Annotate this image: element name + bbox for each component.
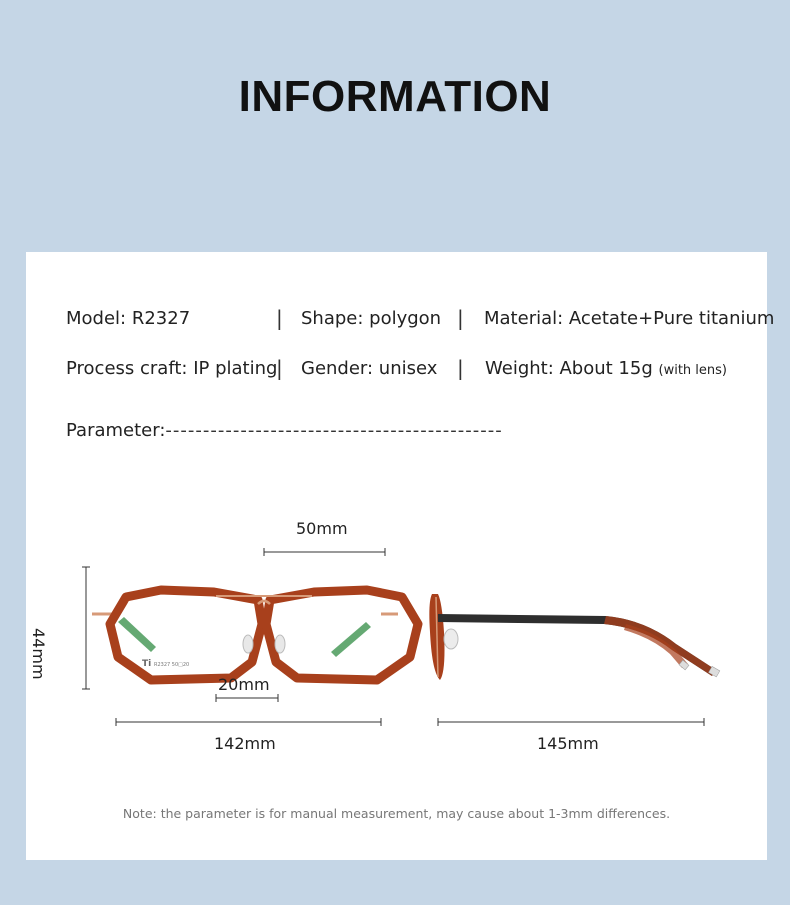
frame-ti-mark: Ti: [142, 659, 152, 669]
side-view-glasses: [429, 594, 719, 680]
spec-shape: Shape: polygon: [301, 308, 442, 329]
frame-width-label: 142mm: [214, 734, 276, 753]
spec-weight-note: (with lens): [658, 363, 727, 378]
spec-separator: |: [276, 306, 283, 330]
spec-model: Model: R2327: [66, 308, 191, 329]
bridge-label: 20mm: [218, 675, 270, 694]
spec-gender: Gender: unisex: [301, 358, 438, 379]
lens-width-label: 50mm: [296, 519, 348, 538]
spec-process: Process craft: IP plating: [66, 358, 278, 379]
temple-length-label: 145mm: [537, 734, 599, 753]
right-rim: [266, 590, 418, 680]
frame-model-print: R2327 50□20: [154, 662, 190, 668]
glasses-diagram: [26, 252, 767, 860]
front-view-glasses: [92, 590, 418, 680]
spec-separator: |: [457, 356, 464, 380]
measurement-note: Note: the parameter is for manual measurement, may cause about 1-3mm differences.: [122, 806, 671, 821]
lens-height-label: 44mm: [29, 628, 48, 680]
spec-weight-value: Weight: About 15g: [485, 358, 653, 379]
parameter-label: Parameter:: [66, 420, 166, 441]
spec-material: Material: Acetate+Pure titanium: [484, 308, 775, 329]
spec-separator: |: [457, 306, 464, 330]
parameter-dashes: ---------------------------------------------: [165, 420, 503, 441]
page-title: INFORMATION: [238, 72, 552, 121]
info-card: [26, 252, 775, 860]
spec-separator: |: [276, 356, 283, 380]
